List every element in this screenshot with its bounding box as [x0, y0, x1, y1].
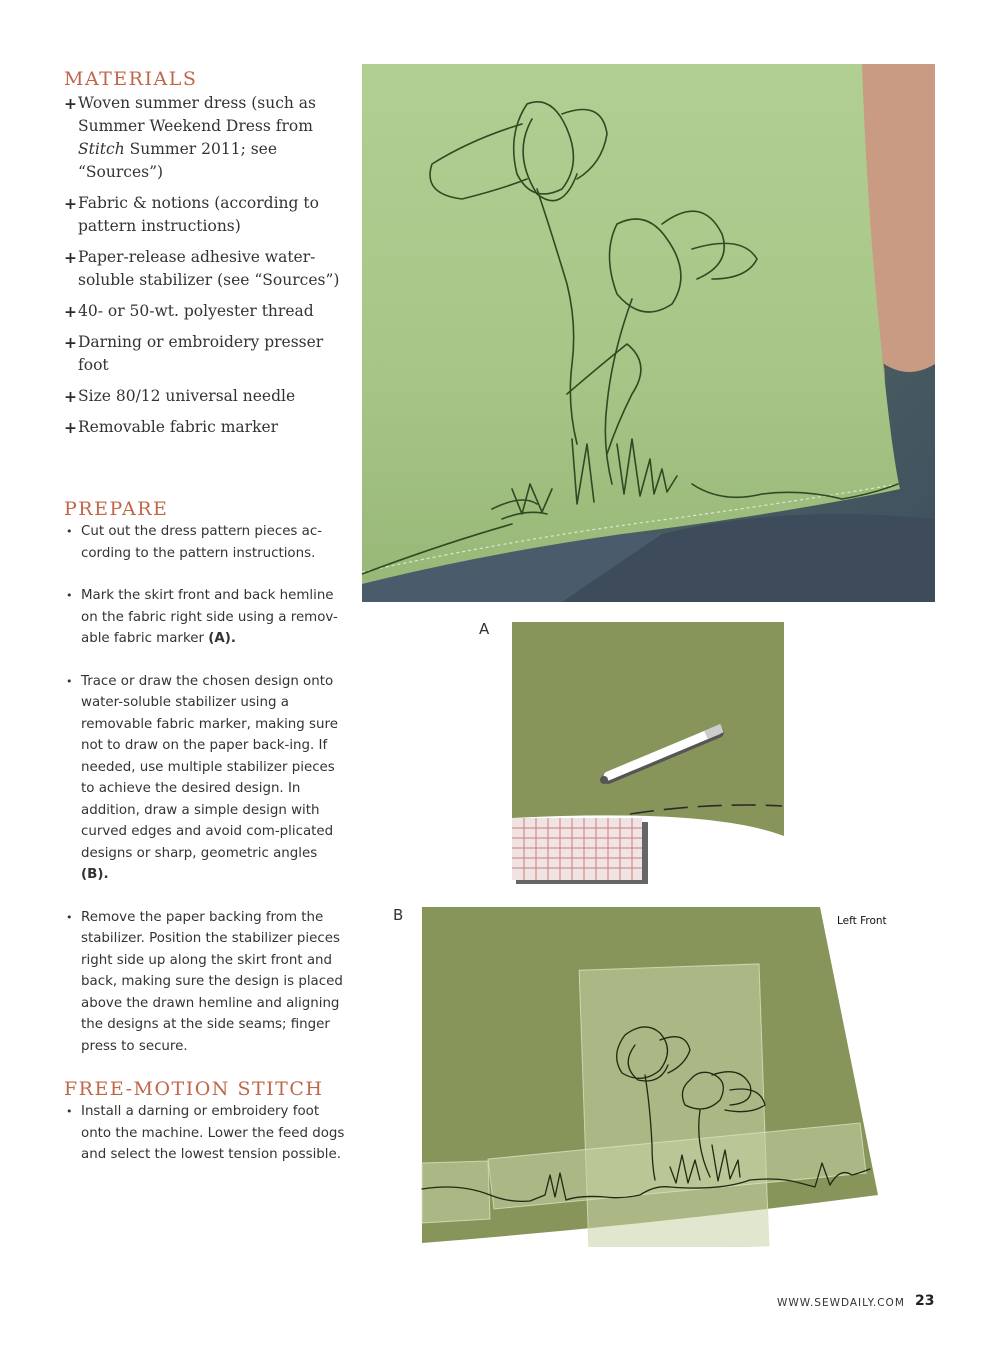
- figure-a-illustration: [510, 620, 786, 886]
- list-item: • Remove the paper backing from the stabilizer. Position the stabilizer pieces right side up along the skirt front and back, making sure the design is placed above the drawn hemline and aligning the designs at the side seams; finger press to secure.: [64, 907, 349, 1058]
- embroidered-dress-photo: [362, 64, 935, 602]
- materials-list: [64, 92, 349, 447]
- list-item: + Fabric & notions (according to pattern instructions): [64, 194, 319, 235]
- materials-heading: MATERIALS: [64, 68, 198, 90]
- list-item: + 40- or 50-wt. polyester thread: [64, 302, 314, 321]
- figure-a-label: A: [479, 620, 490, 638]
- left-front-label: Left Front: [837, 915, 887, 927]
- plus-icon: +: [64, 248, 77, 267]
- plus-icon: +: [64, 302, 77, 321]
- plus-icon: +: [64, 333, 77, 352]
- list-item: + Woven summer dress (such as Summer Weekend Dress from Stitch Summer 2011; see “Sources”): [64, 94, 317, 181]
- bullet-icon: •: [66, 525, 73, 538]
- list-item: • Cut out the dress pattern pieces ac-cording to the pattern instructions.: [64, 521, 349, 564]
- plus-icon: +: [64, 418, 77, 437]
- list-item: • Install a darning or embroidery foot onto the machine. Lower the feed dogs and select the lowest tension possible.: [64, 1101, 349, 1166]
- free-motion-steps: [64, 1101, 349, 1187]
- list-item: • Trace or draw the chosen design onto water-soluble stabilizer using a removable fabric marker, making sure not to draw on the paper back-ing. If needed, use multiple stabilizer pieces to achieve the desired design. In addition, draw a simple design with curved edges and avoid com-plicated designs or sharp, geometric angles (B).: [64, 671, 349, 886]
- bullet-icon: •: [66, 910, 73, 924]
- footer-url: WWW.SEWDAILY.COM: [777, 1297, 905, 1309]
- plus-icon: +: [64, 387, 77, 406]
- list-item: + Size 80/12 universal needle: [64, 387, 296, 406]
- prepare-steps: [64, 521, 349, 1078]
- list-item: + Darning or embroidery presser foot: [64, 333, 324, 374]
- prepare-heading: PREPARE: [64, 498, 169, 520]
- bullet-icon: •: [66, 674, 73, 688]
- list-item: • Mark the skirt front and back hemline on the fabric right side using a remov-able fabric marker (A).: [64, 585, 349, 650]
- bullet-icon: •: [66, 589, 73, 602]
- bullet-icon: •: [66, 1105, 73, 1118]
- list-item: + Removable fabric marker: [64, 418, 279, 437]
- page-number: 23: [915, 1293, 935, 1309]
- free-motion-heading: FREE-MOTION STITCH: [64, 1078, 324, 1100]
- plus-icon: +: [64, 94, 77, 113]
- figure-b-label: B: [393, 906, 404, 924]
- list-item: + Paper-release adhesive water-soluble stabilizer (see “Sources”): [64, 248, 340, 289]
- figure-b-illustration: [420, 905, 882, 1247]
- plus-icon: +: [64, 194, 77, 213]
